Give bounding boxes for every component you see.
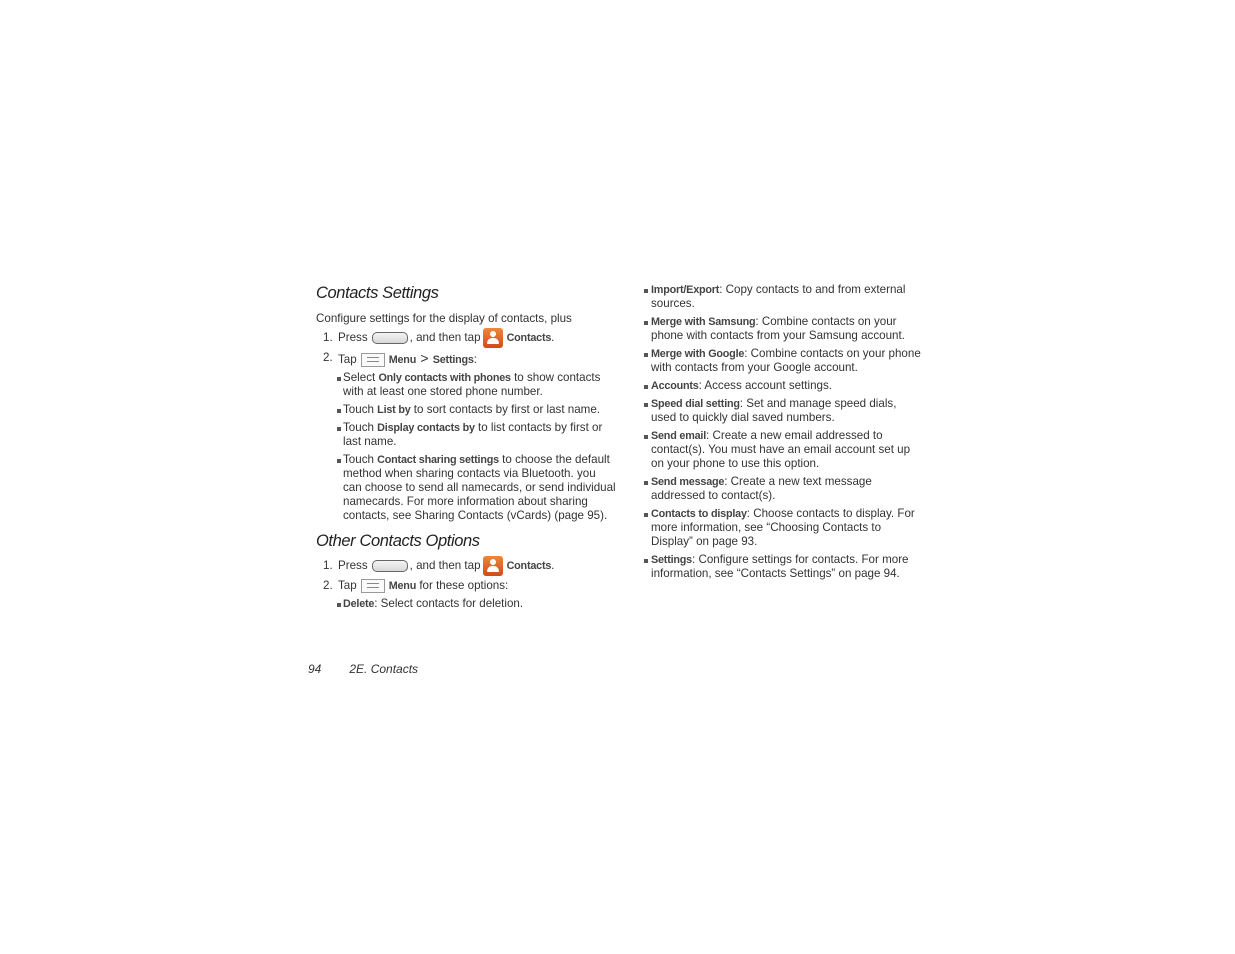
bullet-icon bbox=[337, 409, 341, 413]
chevron-right-icon: > bbox=[420, 350, 429, 367]
step-number: 2. bbox=[323, 579, 333, 593]
list-item: Touch Display contacts by to list contacts by first or last name. bbox=[316, 421, 616, 449]
section-heading-other-contacts-options: Other Contacts Options bbox=[316, 532, 480, 551]
menu-key-icon bbox=[361, 579, 385, 593]
bullet-icon bbox=[337, 603, 341, 607]
list-item: Touch Contact sharing settings to choose the default method when sharing contacts via Bluetooth. you can choose to send all namecards, or send individual namecards. For more information about sharing contacts, see Sharing Contacts (vCards) (page 95). bbox=[316, 453, 616, 523]
page-footer bbox=[308, 662, 418, 676]
bullet-icon bbox=[644, 481, 648, 485]
bullet-icon bbox=[644, 321, 648, 325]
list-item: Send message: Create a new text message addressed to contact(s). bbox=[644, 475, 924, 503]
bullet-icon bbox=[644, 559, 648, 563]
menu-key-icon bbox=[361, 353, 385, 367]
left-column bbox=[316, 283, 616, 615]
list-item: Touch List by to sort contacts by first or last name. bbox=[316, 403, 616, 417]
section-heading-contacts-settings: Contacts Settings bbox=[316, 284, 439, 302]
contacts-app-icon bbox=[483, 328, 503, 348]
step-number: 1. bbox=[323, 559, 333, 573]
bullet-icon bbox=[644, 403, 648, 407]
step-2: 2. Tap Menu > Settings: bbox=[323, 350, 477, 367]
bullet-icon bbox=[644, 385, 648, 389]
intro-paragraph: Configure settings for the display of contacts, plus bbox=[316, 312, 572, 325]
list-item: Contacts to display: Choose contacts to display. For more information, see “Choosing Contacts to Display” on page 93. bbox=[644, 507, 924, 549]
list-item: Accounts: Access account settings. bbox=[644, 379, 924, 393]
bullet-icon bbox=[644, 435, 648, 439]
bullet-icon bbox=[644, 513, 648, 517]
bullet-icon bbox=[644, 353, 648, 357]
list-item: Import/Export: Copy contacts to and from external sources. bbox=[644, 283, 924, 311]
bullet-icon bbox=[337, 459, 341, 463]
page-number: 94 bbox=[308, 662, 322, 676]
list-item: Merge with Samsung: Combine contacts on your phone with contacts from your Samsung account. bbox=[644, 315, 924, 343]
bullet-icon bbox=[337, 427, 341, 431]
contacts-app-icon bbox=[483, 556, 503, 576]
chapter-title: 2E. Contacts bbox=[349, 662, 419, 676]
home-key-icon bbox=[372, 560, 408, 572]
right-column bbox=[644, 283, 924, 585]
bullet-icon bbox=[644, 289, 648, 293]
step-number: 1. bbox=[323, 331, 333, 344]
step-2: 2. Tap Menu for these options: bbox=[316, 576, 616, 596]
list-item: Send email: Create a new email addressed to contact(s). You must have an email account set up on your phone to use this option. bbox=[644, 429, 924, 471]
list-item: Merge with Google: Combine contacts on your phone with contacts from your Google account. bbox=[644, 347, 924, 375]
list-item: Select Only contacts with phones to show contacts with at least one stored phone number. bbox=[316, 371, 616, 399]
step-1: 1. Press , and then tap Contacts. bbox=[316, 328, 616, 348]
step-1: 1. Press , and then tap Contacts. bbox=[316, 556, 616, 576]
bullet-icon bbox=[337, 377, 341, 381]
step-number: 2. bbox=[323, 351, 333, 365]
list-item: Delete: Select contacts for deletion. bbox=[316, 597, 616, 611]
list-item: Settings: Configure settings for contacts. For more information, see “Contacts Settings” on page 94. bbox=[644, 553, 924, 581]
home-key-icon bbox=[372, 332, 408, 344]
list-item: Speed dial setting: Set and manage speed dials, used to quickly dial saved numbers. bbox=[644, 397, 924, 425]
